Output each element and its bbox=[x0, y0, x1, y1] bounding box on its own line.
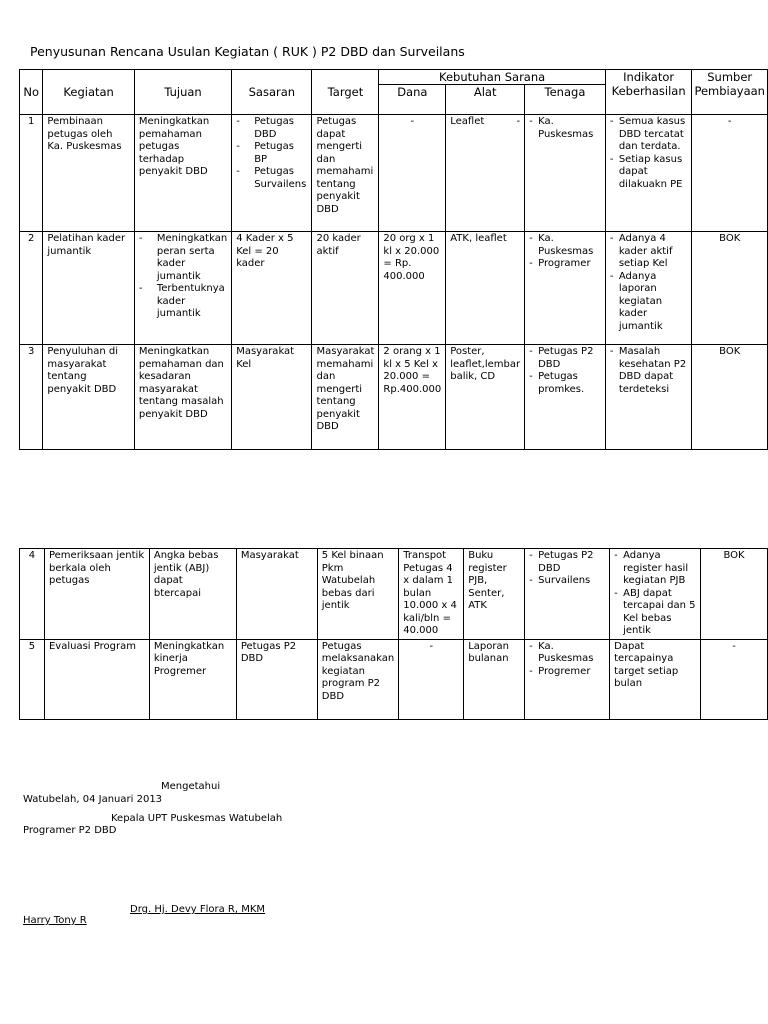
indikator-item: - Semua kasus DBD tercatat dan terdata. bbox=[610, 116, 688, 154]
header-dana: Dana bbox=[379, 85, 446, 115]
row-dana: Transpot Petugas 4 x dalam 1 bulan 10.000 x 4 kali/bln = 40.000 bbox=[399, 549, 464, 640]
row-kegiatan: Evaluasi Program bbox=[44, 639, 149, 719]
tenaga-item: - Petugas P2 DBD bbox=[529, 346, 601, 371]
sasaran-item: - Petugas Survailens bbox=[236, 166, 307, 191]
row-sasaran: Petugas P2 DBD bbox=[236, 639, 317, 719]
row-indikator: Dapat tercapainya target setiap bulan bbox=[610, 639, 701, 719]
row-sasaran bbox=[232, 115, 312, 232]
header-kegiatan: Kegiatan bbox=[43, 70, 134, 115]
alat-value: Leaflet bbox=[450, 116, 485, 127]
table-row bbox=[20, 232, 768, 345]
tenaga-item: - Petugas P2 DBD bbox=[529, 550, 605, 575]
header-sasaran: Sasaran bbox=[232, 70, 312, 115]
row-no: 2 bbox=[20, 232, 43, 345]
row-indikator bbox=[605, 115, 692, 232]
table-row bbox=[20, 639, 768, 719]
row-target: Petugas dapat mengerti dan memahami tentang penyakit DBD bbox=[312, 115, 379, 232]
place-date: Watubelah, 04 Januari 2013 bbox=[23, 794, 163, 805]
row-sumber: - bbox=[692, 115, 768, 232]
tujuan-item: - Meningkatkan peran serta kader jumantik bbox=[139, 233, 227, 283]
row-kegiatan: Pembinaan petugas oleh Ka. Puskesmas bbox=[43, 115, 134, 232]
row-kegiatan: Pemeriksaan jentik berkala oleh petugas bbox=[44, 549, 149, 640]
header-tujuan: Tujuan bbox=[134, 70, 231, 115]
alat-trail: - bbox=[516, 116, 521, 127]
tenaga-item: - Ka. Puskesmas bbox=[529, 116, 601, 141]
row-sumber: BOK bbox=[692, 345, 768, 450]
ruk-table-part-2 bbox=[19, 548, 768, 720]
row-dana: - bbox=[399, 639, 464, 719]
header-alat: Alat bbox=[446, 85, 525, 115]
table-row bbox=[20, 549, 768, 640]
row-target: Masyarakat memahami dan mengerti tentang penyakit DBD bbox=[312, 345, 379, 450]
row-tujuan: Meningkatkan kinerja Progremer bbox=[149, 639, 236, 719]
row-dana: 2 orang x 1 kl x 5 Kel x 20.000 = Rp.400.000 bbox=[379, 345, 446, 450]
table-row bbox=[20, 345, 768, 450]
header-indikator: Indikator Keberhasilan bbox=[605, 70, 692, 115]
row-tenaga bbox=[525, 232, 606, 345]
header-target: Target bbox=[312, 70, 379, 115]
row-alat: ATK, leaflet bbox=[446, 232, 525, 345]
header-kebutuhan-sarana: Kebutuhan Sarana bbox=[379, 70, 605, 85]
row-tenaga bbox=[525, 639, 610, 719]
row-sumber: - bbox=[701, 639, 768, 719]
row-tujuan: Angka bebas jentik (ABJ) dapat btercapai bbox=[149, 549, 236, 640]
indikator-item: - Adanya laporan kegiatan kader jumantik bbox=[610, 271, 688, 334]
indikator-item: - Adanya 4 kader aktif setiap Kel bbox=[610, 233, 688, 271]
programer-title: Programer P2 DBD bbox=[23, 825, 117, 836]
row-sumber: BOK bbox=[692, 232, 768, 345]
row-indikator bbox=[605, 232, 692, 345]
tenaga-item: - Progremer bbox=[529, 666, 605, 679]
page-title: Penyusunan Rencana Usulan Kegiatan ( RUK ) P2 DBD dan Surveilans bbox=[30, 44, 465, 59]
row-sumber: BOK bbox=[701, 549, 768, 640]
row-alat: Laporan bulanan bbox=[464, 639, 525, 719]
sasaran-item: - Petugas DBD bbox=[236, 116, 307, 141]
row-sasaran: Masyarakat Kel bbox=[232, 345, 312, 450]
row-tenaga bbox=[525, 345, 606, 450]
sasaran-item: - Petugas BP bbox=[236, 141, 307, 166]
ruk-table-part-1 bbox=[19, 69, 768, 450]
indikator-item: - Setiap kasus dapat dilakuakn PE bbox=[610, 154, 688, 192]
tenaga-item: - Ka. Puskesmas bbox=[529, 233, 601, 258]
tenaga-item: - Programer bbox=[529, 258, 601, 271]
row-no: 1 bbox=[20, 115, 43, 232]
row-target: 5 Kel binaan Pkm Watubelah bebas dari jentik bbox=[317, 549, 398, 640]
row-kegiatan: Pelatihan kader jumantik bbox=[43, 232, 134, 345]
row-no: 3 bbox=[20, 345, 43, 450]
row-no: 4 bbox=[20, 549, 45, 640]
tenaga-item: - Ka. Puskesmas bbox=[529, 641, 605, 666]
header-no: No bbox=[20, 70, 43, 115]
row-tujuan: Meningkatkan pemahaman dan kesadaran masyarakat tentang masalah penyakit DBD bbox=[134, 345, 231, 450]
row-tenaga bbox=[525, 115, 606, 232]
indikator-item: - ABJ dapat tercapai dan 5 Kel bebas jentik bbox=[614, 588, 696, 638]
row-alat: Buku register PJB, Senter, ATK bbox=[464, 549, 525, 640]
row-sasaran: Masyarakat bbox=[236, 549, 317, 640]
header-sumber: Sumber Pembiayaan bbox=[692, 70, 768, 115]
header-tenaga: Tenaga bbox=[525, 85, 606, 115]
row-alat bbox=[446, 115, 525, 232]
row-alat: Poster, leaflet,lembar balik, CD bbox=[446, 345, 525, 450]
row-target: 20 kader aktif bbox=[312, 232, 379, 345]
row-tujuan bbox=[134, 232, 231, 345]
programer-name: Harry Tony R bbox=[23, 915, 87, 926]
indikator-item: - Masalah kesehatan P2 DBD dapat terdeteksi bbox=[610, 346, 688, 396]
kepala-name: Drg. Hj. Devy Flora R, MKM bbox=[130, 904, 266, 915]
row-dana: 20 org x 1 kl x 20.000 = Rp. 400.000 bbox=[379, 232, 446, 345]
row-no: 5 bbox=[20, 639, 45, 719]
row-dana: - bbox=[379, 115, 446, 232]
indikator-item: - Adanya register hasil kegiatan PJB bbox=[614, 550, 696, 588]
mengetahui-label: Mengetahui bbox=[161, 781, 221, 792]
kepala-title: Kepala UPT Puskesmas Watubelah bbox=[111, 813, 283, 824]
row-tujuan: Meningkatkan pemahaman petugas terhadap penyakit DBD bbox=[134, 115, 231, 232]
row-target: Petugas melaksanakan kegiatan program P2 DBD bbox=[317, 639, 398, 719]
table-row bbox=[20, 115, 768, 232]
row-sasaran: 4 Kader x 5 Kel = 20 kader bbox=[232, 232, 312, 345]
row-kegiatan: Penyuluhan di masyarakat tentang penyakit DBD bbox=[43, 345, 134, 450]
tenaga-item: - Survailens bbox=[529, 575, 605, 588]
row-indikator bbox=[605, 345, 692, 450]
tenaga-item: - Petugas promkes. bbox=[529, 371, 601, 396]
row-tenaga bbox=[525, 549, 610, 640]
tujuan-item: - Terbentuknya kader jumantik bbox=[139, 283, 227, 321]
row-indikator bbox=[610, 549, 701, 640]
